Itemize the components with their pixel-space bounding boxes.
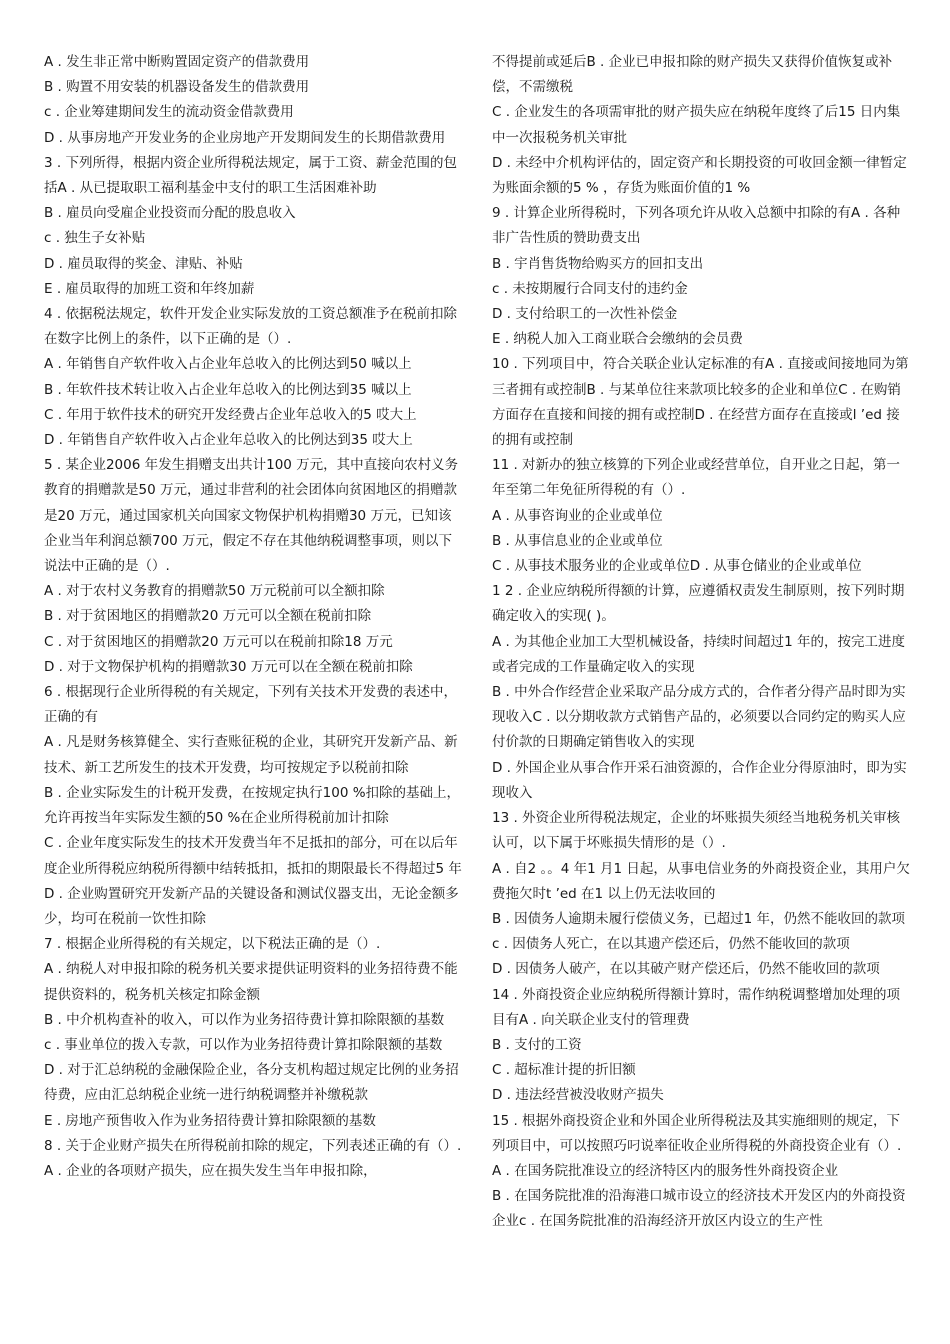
- text-paragraph: B . 企业实际发生的计税开发费，在按规定执行100 %扣除的基础上，允许再按当年实际发生额的50 %在企业所得税前加计扣除: [44, 784, 461, 827]
- text-paragraph: B . 在国务院批准的沿海港口城市设立的经济技术开发区内的外商投资企业c . 在国务院批准的沿海经济开放区内设立的生产性: [492, 1188, 906, 1230]
- text-paragraph: E . 雇员取得的加班工资和年终加薪: [44, 280, 255, 297]
- text-paragraph: D . 未经中介机构评估的，固定资产和长期投资的可收回金额一律暂定为账面余额的5 % ，存货为账面价值的1 %: [492, 154, 907, 197]
- text-paragraph: C . 对于贫困地区的捐赠款20 万元可以在税前扣除18 万元: [44, 633, 393, 650]
- text-paragraph: 8 . 关于企业财产损失在所得税前扣除的规定，下列表述正确的有（）. A . 企业的各项财产损失，应在损失发生当年申报扣除，: [44, 1137, 462, 1179]
- text-paragraph: c . 因债务人死亡，在以其遗产偿还后，仍然不能收回的款项: [492, 936, 850, 953]
- text-paragraph: 11 . 对新办的独立核算的下列企业或经营单位，自开业之日起，第一年至第二年免征所得税的有（）.: [492, 457, 901, 499]
- text-paragraph: 1 2 . 企业应纳税所得额的计算，应遵循权责发生制原则，按下列时期确定收入的实现( )。: [492, 583, 905, 625]
- text-paragraph: A . 对于农村义务教育的捐赠款50 万元税前可以全额扣除: [44, 583, 385, 600]
- text-paragraph: B . 对于贫困地区的捐赠款20 万元可以全额在税前扣除: [44, 608, 372, 625]
- text-paragraph: D . 违法经营被没收财产损失: [492, 1087, 664, 1104]
- text-paragraph: B . 因债务人逾期未履行偿债义务，已超过1 年，仍然不能收回的款项: [492, 910, 906, 927]
- text-paragraph: B . 雇员向受雇企业投资而分配的股息收入: [44, 205, 296, 222]
- text-paragraph: B . 年软件技术转让收入占企业年总收入的比例达到35 喊以上: [44, 381, 412, 398]
- text-paragraph: B . 宇肖售货物给购买方的回扣支出: [492, 255, 704, 272]
- text-paragraph: B . 支付的工资: [492, 1036, 582, 1053]
- text-paragraph: A . 从事咨询业的企业或单位: [492, 507, 663, 524]
- text-paragraph: 4 . 依据税法规定，软件开发企业实际发放的工资总额准予在税前扣除在数字比例上的条件，以下正确的是（）.: [44, 306, 457, 348]
- left-column: [44, 50, 462, 1184]
- text-paragraph: A . 在国务院批准设立的经济特区内的服务性外商投资企业: [492, 1162, 839, 1179]
- text-paragraph: 10 . 下列项目中，符合关联企业认定标准的有A . 直接或间接地同为第三者拥有或控制B . 与某单位往来款项比较多的企业和单位C . 在购销方面存在直接和间接的拥有或控制D . 在经营方面存在直接或l ’ed 接的拥有或控制: [492, 356, 909, 449]
- text-paragraph: D . 企业购置研究开发新产品的关键设备和测试仪器支出，无论金额多少，均可在税前一饮性扣除: [44, 885, 459, 927]
- text-paragraph: A . 凡是财务核算健全、实行查账征税的企业，其研究开发新产品、新技术、新工艺所发生的技术开发费，均可按规定予以税前扣除: [44, 734, 458, 776]
- text-paragraph: D . 因债务人破产，在以其破产财产偿还后，仍然不能收回的款项: [492, 961, 880, 978]
- text-paragraph: D . 对于文物保护机构的捐赠款30 万元可以在全额在税前扣除: [44, 658, 413, 675]
- text-paragraph: B . 中外合作经营企业采取产品分成方式的，合作者分得产品时即为实现收入C . 以分期收款方式销售产品的，必须要以合同约定的购买人应付价款的日期确定销售收入的实现: [492, 684, 906, 751]
- text-paragraph: B . 从事信息业的企业或单位: [492, 532, 663, 549]
- text-paragraph: c . 未按期履行合同支付的违约金: [492, 280, 688, 297]
- text-paragraph: A . 年销售自产软件收入占企业年总收入的比例达到50 喊以上: [44, 356, 412, 373]
- text-paragraph: 13 . 外资企业所得税法规定，企业的坏账损失须经当地税务机关审核认可，以下属于坏账损失情形的是（）.: [492, 810, 901, 852]
- text-paragraph: C . 企业年度实际发生的技术开发费当年不足抵扣的部分，可在以后年度企业所得税应纳税所得额中结转抵扣，抵扣的期限最长不得超过5 年: [44, 835, 462, 877]
- text-paragraph: D . 雇员取得的奖金、津贴、补贴: [44, 255, 243, 272]
- text-paragraph: C . 超标准计提的折旧额: [492, 1062, 636, 1079]
- text-paragraph: c . 独生子女补贴: [44, 230, 146, 247]
- text-paragraph: c . 事业单位的拨入专款，可以作为业务招待费计算扣除限额的基数: [44, 1036, 443, 1053]
- text-paragraph: C . 从事技术服务业的企业或单位D . 从事仓储业的企业或单位: [492, 558, 862, 575]
- text-paragraph: D . 年销售自产软件收入占企业年总收入的比例达到35 哎大上: [44, 432, 413, 449]
- text-paragraph: 9 . 计算企业所得税时，下列各项允许从收入总额中扣除的有A . 各种非广告性质的赞助费支出: [492, 205, 901, 247]
- text-paragraph: B . 中介机构查补的收入，可以作为业务招待费计算扣除限额的基数: [44, 1011, 445, 1028]
- right-column: [492, 50, 910, 1235]
- text-paragraph: 5 . 某企业2006 年发生捐赠支出共计100 万元，其中直接向农村义务教育的捐赠款是50 万元，通过非营利的社会团体向贫困地区的捐赠款是20 万元，通过国家机关向国家文物保护机构捐赠30 万元，已知该企业当年利润总额700 万元，假定不存在其他纳税调整事项，则以下说法中正确的是（）.: [44, 457, 459, 575]
- text-paragraph: 7 . 根据企业所得税的有关规定，以下税法正确的是（）.: [44, 936, 381, 953]
- text-paragraph: E . 纳税人加入工商业联合会缴纳的会员费: [492, 331, 743, 348]
- text-paragraph: D . 支付给职工的一次性补偿金: [492, 306, 678, 323]
- text-paragraph: B . 购置不用安装的机器设备发生的借款费用: [44, 79, 310, 96]
- text-paragraph: D . 对于汇总纳税的金融保险企业，各分支机构超过规定比例的业务招待费，应由汇总纳税企业统一进行纳税调整并补缴税款: [44, 1062, 459, 1104]
- text-paragraph: A . 自2 。。4 年1 月1 日起，从事电信业务的外商投资企业，其用户欠费拖欠时t ’ed 在1 以上仍无法收回的: [492, 860, 910, 902]
- text-paragraph: 15 . 根据外商投资企业和外国企业所得税法及其实施细则的规定，下列项目中，可以按照巧叼说率征收企业所得税的外商投资企业有（）.: [492, 1112, 902, 1154]
- text-paragraph: A . 发生非正常中断购置固定资产的借款费用: [44, 54, 310, 70]
- text-paragraph: C . 企业发生的各项需审批的财产损失应在纳税年度终了后15 日内集中一次报税务机关审批: [492, 104, 901, 146]
- text-paragraph: D . 从事房地产开发业务的企业房地产开发期间发生的长期借款费用: [44, 129, 446, 146]
- text-paragraph: c . 企业筹建期间发生的流动资金借款费用: [44, 104, 294, 121]
- text-paragraph: 3 . 下列所得，根据内资企业所得税法规定，属于工资、薪金范围的包括A . 从已提取职工福利基金中支付的职工生活困难补助: [44, 154, 457, 197]
- text-paragraph: A . 为其他企业加工大型机械设备，持续时间超过1 年的，按完工进度或者完成的工作量确定收入的实现: [492, 633, 905, 675]
- text-paragraph: 不得提前或延后B . 企业已申报扣除的财产损失又获得价值恢复或补偿，不需缴税: [492, 54, 893, 96]
- text-paragraph: C . 年用于软件技术的研究开发经费占企业年总收入的5 哎大上: [44, 406, 417, 423]
- text-paragraph: 14 . 外商投资企业应纳税所得额计算时，需作纳税调整增加处理的项目有A . 向关联企业支付的管理费: [492, 986, 901, 1028]
- text-paragraph: 6 . 根据现行企业所得税的有关规定，下列有关技术开发费的表述中，正确的有: [44, 684, 457, 726]
- text-paragraph: E . 房地产预售收入作为业务招待费计算扣除限额的基数: [44, 1112, 376, 1129]
- text-paragraph: A . 纳税人对申报扣除的税务机关要求提供证明资料的业务招待费不能提供资料的，税务机关核定扣除金额: [44, 961, 458, 1003]
- text-paragraph: D . 外国企业从事合作开采石油资源的，合作企业分得原油时，即为实现收入: [492, 759, 907, 801]
